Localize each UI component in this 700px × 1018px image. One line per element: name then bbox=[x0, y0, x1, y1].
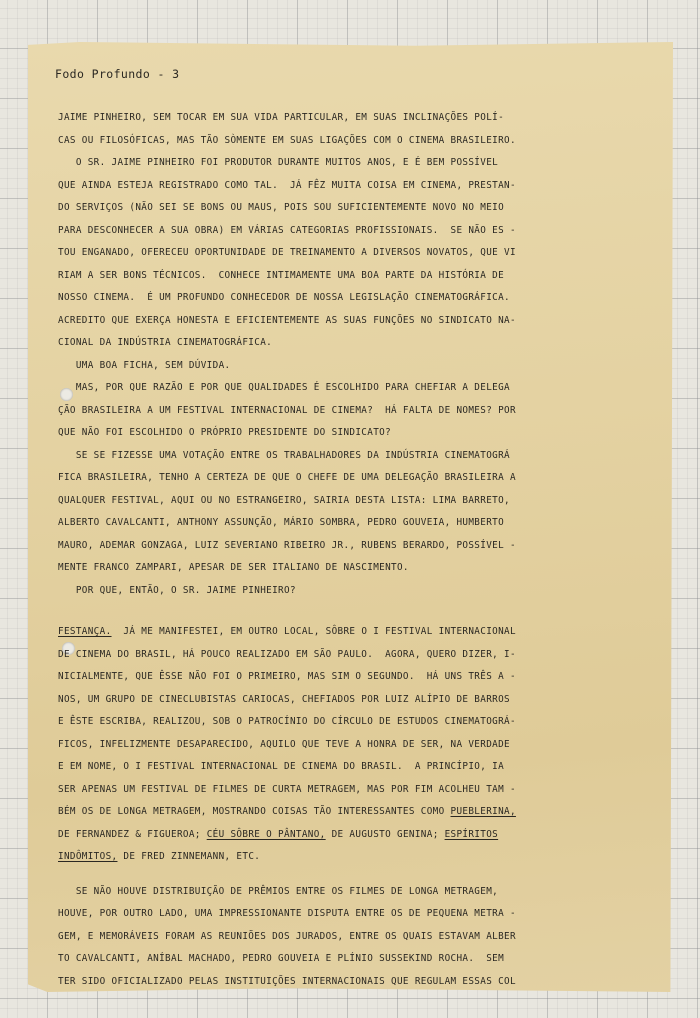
text-line: JAIME PINHEIRO, SEM TOCAR EM SUA VIDA PARTICULAR, EM SUAS INCLINAÇÕES POLÍ- bbox=[58, 112, 505, 123]
text-line: TOU ENGANADO, OFERECEU OPORTUNIDADE DE TREINAMENTO A DIVERSOS NOVATOS, QUE VI bbox=[58, 247, 516, 258]
text-line: E ÊSTE ESCRIBA, REALIZOU, SOB O PATROCÍNIO DO CÍRCULO DE ESTUDOS CINEMATOGRÁ- bbox=[58, 716, 516, 727]
text-line: PARA DESCONHECER A SUA OBRA) EM VÁRIAS CATEGORIAS PROFISSIONAIS. SE NÃO ES - bbox=[58, 224, 516, 236]
body-text bbox=[58, 107, 653, 993]
festanca-first-line bbox=[58, 621, 653, 644]
text-line: CAS OU FILOSÓFICAS, MAS TÃO SÒMENTE EM SUAS LIGAÇÕES COM O CINEMA BRASILEIRO. bbox=[58, 134, 516, 146]
last-film-line bbox=[58, 846, 653, 869]
film-title: CÉU SÔBRE O PÂNTANO, bbox=[206, 828, 326, 840]
text-line: CIONAL DA INDÚSTRIA CINEMATOGRÁFICA. bbox=[58, 337, 273, 348]
text-line: HOUVE, POR OUTRO LADO, UMA IMPRESSIONANTE DISPUTA ENTRE OS DE PEQUENA METRA - bbox=[58, 908, 516, 919]
text-line: ALBERTO CAVALCANTI, ANTHONY ASSUNÇÃO, MÁRIO SOMBRA, PEDRO GOUVEIA, HUMBERTO bbox=[58, 517, 505, 528]
text-line: UMA BOA FICHA, SEM DÚVIDA. bbox=[58, 359, 231, 371]
text-line: ÇÃO BRASILEIRA A UM FESTIVAL INTERNACIONAL DE CINEMA? HÁ FALTA DE NOMES? POR bbox=[58, 404, 516, 416]
text-span: DE AUGUSTO GENINA; bbox=[325, 828, 445, 840]
text-line: DO SERVIÇOS (NÃO SEI SE BONS OU MAUS, POIS SOU SUFICIENTEMENTE NOVO NO MEIO bbox=[58, 202, 505, 213]
text-line: NOS, UM GRUPO DE CINECLUBISTAS CARIOCAS, CHEFIADOS POR LUIZ ALÍPIO DE BARROS bbox=[58, 693, 510, 705]
film-title: INDÔMITOS, bbox=[58, 851, 118, 862]
text-line: QUALQUER FESTIVAL, AQUI OU NO ESTRANGEIRO, SAIRIA DESTA LISTA: LIMA BARRETO, bbox=[58, 494, 510, 506]
text-line: TER SIDO OFICIALIZADO PELAS INSTITUIÇÕES INTERNACIONAIS QUE REGULAM ESSAS COL bbox=[58, 975, 516, 987]
film-title: PUEBLERINA, bbox=[450, 806, 516, 817]
text-line: QUE NÃO FOI ESCOLHIDO O PRÓPRIO PRESIDENTE DO SINDICATO? bbox=[58, 427, 392, 438]
section-title: FESTANÇA. bbox=[58, 626, 112, 637]
text-span: DE FRED ZINNEMANN, ETC. bbox=[117, 851, 261, 862]
text-line: FICOS, INFELIZMENTE DESAPARECIDO, AQUILO QUE TEVE A HONRA DE SER, NA VERDADE bbox=[58, 738, 510, 750]
text-line: SE SE FIZESSE UMA VOTAÇÃO ENTRE OS TRABALHADORES DA INDÚSTRIA CINEMATOGRÁ bbox=[58, 449, 510, 461]
text-line: ACREDITO QUE EXERÇA HONESTA E EFICIENTEMENTE AS SUAS FUNÇÕES NO SINDICATO NA- bbox=[58, 314, 516, 326]
text-line: GEM, E MEMORÁVEIS FORAM AS REUNIÕES DOS JURADOS, ENTRE OS QUAIS ESTAVAM ALBER bbox=[58, 930, 516, 942]
page-header: Fodo Profundo - 3 bbox=[55, 67, 180, 81]
text-span: JÁ ME MANIFESTEI, EM OUTRO LOCAL, SÔBRE O I FESTIVAL INTERNACIONAL bbox=[111, 626, 516, 637]
text-line: DE CINEMA DO BRASIL, HÁ POUCO REALIZADO EM SÃO PAULO. AGORA, QUERO DIZER, I- bbox=[58, 648, 516, 660]
text-line: E EM NOME, O I FESTIVAL INTERNACIONAL DE CINEMA DO BRASIL. A PRINCÍPIO, IA bbox=[58, 761, 505, 772]
text-span: DE FERNANDEZ & FIGUEROA; bbox=[58, 828, 207, 840]
text-line: SER APENAS UM FESTIVAL DE FILMES DE CURTA METRAGEM, MAS POR FIM ACOLHEU TAM - bbox=[58, 783, 516, 795]
text-line: SE NÃO HOUVE DISTRIBUIÇÃO DE PRÊMIOS ENTRE OS FILMES DE LONGA METRAGEM, bbox=[58, 885, 499, 897]
text-line: MAS, POR QUE RAZÃO E POR QUE QUALIDADES É ESCOLHIDO PARA CHEFIAR A DELEGA bbox=[58, 382, 510, 393]
text-line: FICA BRASILEIRA, TENHO A CERTEZA DE QUE O CHEFE DE UMA DELEGAÇÃO BRASILEIRA A bbox=[58, 472, 516, 483]
films-line bbox=[58, 801, 653, 824]
film-title: ESPÍRITOS bbox=[444, 828, 499, 840]
text-line: MENTE FRANCO ZAMPARI, APESAR DE SER ITALIANO DE NASCIMENTO. bbox=[58, 562, 409, 573]
text-line: TO CAVALCANTI, ANÍBAL MACHADO, PEDRO GOUVEIA E PLÍNIO SUSSEKIND ROCHA. SEM bbox=[58, 953, 505, 964]
text-line: MAURO, ADEMAR GONZAGA, LUIZ SEVERIANO RIBEIRO JR., RUBENS BERARDO, POSSÍVEL - bbox=[58, 539, 516, 551]
text-line: O SR. JAIME PINHEIRO FOI PRODUTOR DURANTE MUITOS ANOS, E É BEM POSSÍVEL bbox=[58, 157, 499, 168]
text-span: BÉM OS DE LONGA METRAGEM, MOSTRANDO COISAS TÃO INTERESSANTES COMO bbox=[58, 806, 451, 817]
text-line: NOSSO CINEMA. É UM PROFUNDO CONHECEDOR DE NOSSA LEGISLAÇÃO CINEMATOGRÁFICA. bbox=[58, 292, 510, 303]
credits-line bbox=[58, 824, 653, 847]
text-line: RIAM A SER BONS TÉCNICOS. CONHECE INTIMAMENTE UMA BOA PARTE DA HISTÓRIA DE bbox=[58, 269, 505, 281]
text-line: QUE AINDA ESTEJA REGISTRADO COMO TAL. JÁ FÊZ MUITA COISA EM CINEMA, PRESTAN- bbox=[58, 179, 516, 191]
text-line: POR QUE, ENTÃO, O SR. JAIME PINHEIRO? bbox=[58, 584, 296, 596]
text-line: NICIALMENTE, QUE ÊSSE NÃO FOI O PRIMEIRO, MAS SIM O SEGUNDO. HÁ UNS TRÊS A - bbox=[58, 671, 516, 682]
